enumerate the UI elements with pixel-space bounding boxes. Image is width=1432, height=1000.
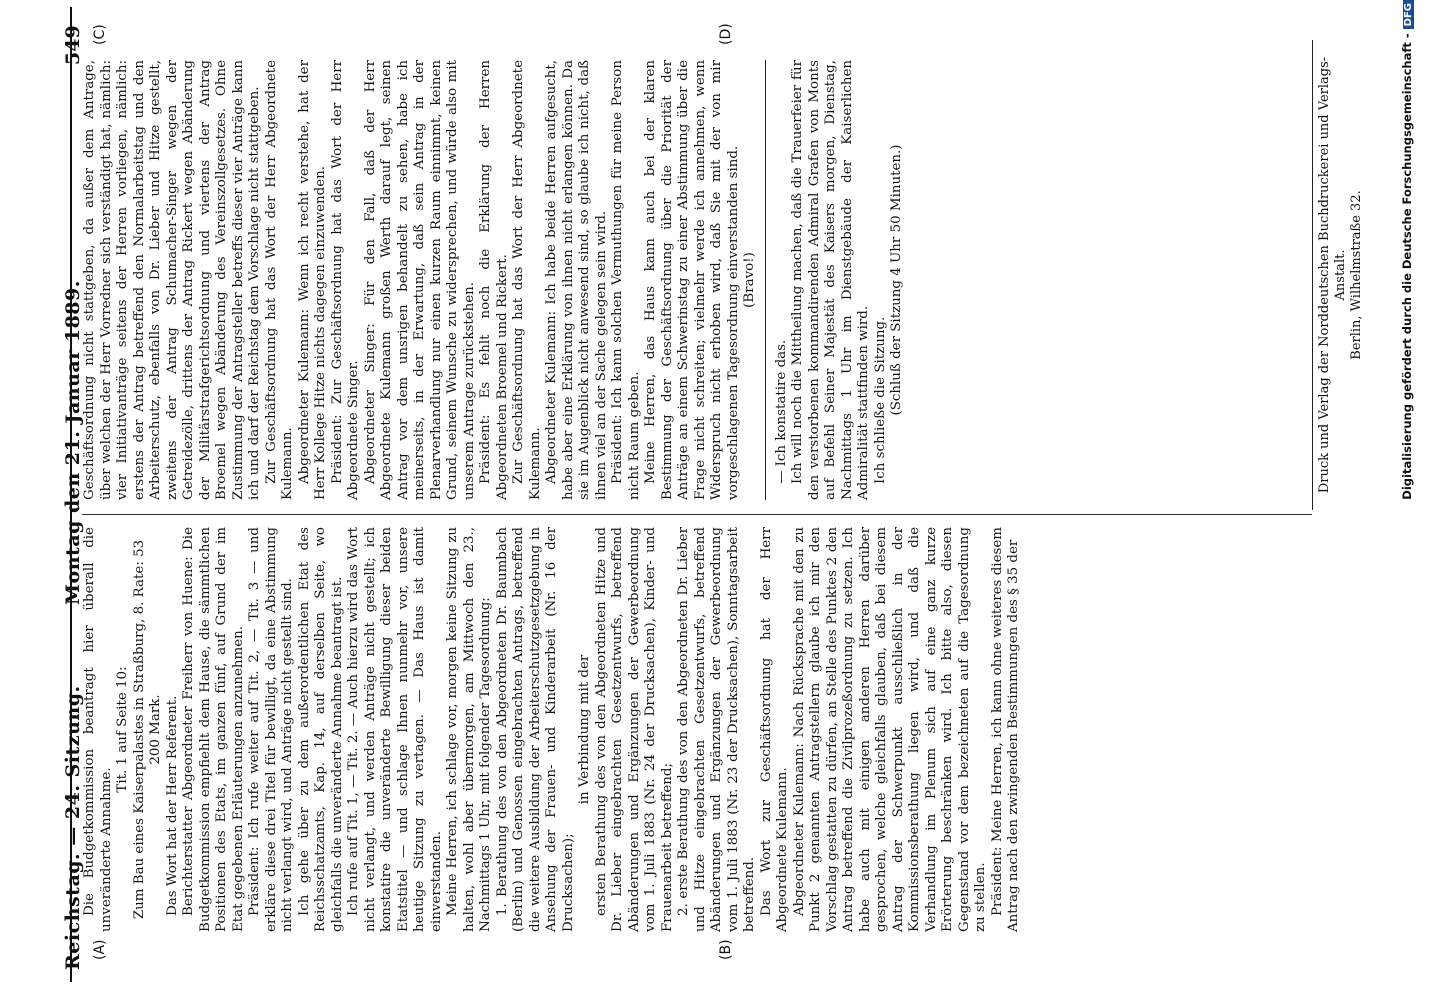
left-column-paragraph: ersten Berathung des von den Abgeordneten Hitze und Dr. Lieber eingebrachten Gesetzentwurfs, betreffend Abänderungen und Ergänzungen der Gewerbeordnung vom 1. Juli 1883 (Nr. 24 der Drucksachen), Kinder- und Frauenarbeit betreffend; xyxy=(593,527,675,932)
left-column-paragraph: Das Wort hat der Herr Referent. xyxy=(164,695,180,916)
imprint-rule xyxy=(1312,40,1313,510)
left-column-paragraph: Meine Herren, ich schlage vor, morgen keine Sitzung zu halten, wohl aber übermorgen, am Mittwoch den 23., Nachmittags 1 Uhr, mit folgender Tagesordnung: xyxy=(445,527,493,932)
left-column-paragraph: in Verbindung mit der xyxy=(577,654,592,805)
margin-marker-b: (B) xyxy=(718,939,734,960)
imprint-line-1: Druck und Verlag der Norddeutschen Buchdruckerei und Verlags-Anstalt. xyxy=(1317,56,1348,494)
right-column-paragraph: Abgeordneter Singer: Für den Fall, daß der Herr Abgeordnete Kulemann großen Werth darauf legt, seinen Antrag vor dem unsrigen behandelt zu sehen, habe ich meinerseits, in der Erwartung, daß sein Antrag in der Plenarverhandlung nur einen kurzen Raum einnimmt, keinen Grund, seinem Wunsche zu widersprechen, und würde also mit unserem Antrage zurückstehen. xyxy=(362,60,477,500)
right-column-paragraph: Präsident: Ich kann solchen Vermuthungen für meine Person nicht Raum geben. xyxy=(610,60,642,500)
left-column-paragraph: Die Budgetkommission beantragt hier überall die unveränderte Annahme. xyxy=(82,527,114,932)
imprint-line-2: Berlin, Wilhelmstraße 32. xyxy=(1349,190,1364,360)
left-column-paragraph: Präsident: Ich rufe weiter auf Tit. 2, — Tit. 3 — und erkläre diese drei Titel für bewilligt, da eine Abstimmung nicht verlangt wird, und Anträge nicht gestellt sind. xyxy=(247,527,295,932)
right-column-closing-paragraph: Ich will noch die Mittheilung machen, daß die Trauerfeier für den verstorbenen kommandirenden Admiral Grafen von Monts auf Befehl Seiner Majestät des Kaisers morgen, Dienstag, Nachmittags 1 Uhr im Dienstgebäude der Kaiserlichen Admiralität stattfinden wird. xyxy=(790,60,871,500)
left-column-paragraph: Zum Bau eines Kaiserpalastes in Straßburg, 8. Rate: 53 200 Mark. xyxy=(131,539,163,920)
left-column-paragraph: Ich gehe über zu dem außerordentlichen Etat des Reichsschatzamts, Kap. 14, auf derselben Seite, wo gleichfalls die unveränderte Annahme beantragt ist. xyxy=(296,527,345,932)
page-number: 549 xyxy=(62,25,84,65)
right-column-paragraph: Geschäftsordnung nicht stattgeben, da außer dem Antrage, über welchen der Herr Vorredner sich verständigt hat, nämlich: vier Initiativanträge seitens der Herren vorliegen, nämlich: erstens der Antrag betreffend den Normalarbeitstag und den Arbeiterschutz, ebenfalls von Dr. Lieber und Hitze gestellt, zweitens der Antrag Schumacher-Singer wegen der Getreidezölle, drittens der Antrag Rickert wegen Abänderung der Militärstrafgerichtsordnung und viertens der Antrag Broemel wegen Abänderung des Vereinszollgesetzes. Ohne Zustimmung der Antragsteller betreffs dieser vier Anträge kann ich und darf der Reichstag dem Vorschlage nicht stattgeben. xyxy=(82,60,262,500)
right-column-paragraph: Präsident: Es fehlt noch die Erklärung der Herren Abgeordneten Broemel und Rickert. xyxy=(478,60,510,500)
left-column-paragraph: Ich rufe auf Tit. 1, — Tit. 2. — Auch hierzu wird das Wort nicht verlangt, und werden Anträge nicht gestellt; ich konstatire die unveränderte Bewilligung dieser beiden Etatstitel — und schlage Ihnen nunmehr vor, unsere heutige Sitzung zu vertagen. — Das Haus ist damit einverstanden. xyxy=(346,527,444,932)
running-head-date: Montag den 21. Januar 1889. xyxy=(62,280,84,605)
right-column-paragraph: (Bravo!) xyxy=(742,252,757,308)
margin-marker-d: (D) xyxy=(718,23,734,45)
right-column-closing-paragraph: Ich schließe die Sitzung. xyxy=(872,316,888,484)
section-divider xyxy=(765,60,766,500)
right-column-paragraph: Abgeordneter Kulemann: Wenn ich recht verstehe, hat der Herr Kollege Hitze nichts dagegen einzuwenden. xyxy=(296,60,328,500)
digitization-credit xyxy=(1400,0,1414,545)
left-column-paragraph: 2. erste Berathung des von den Abgeordneten Dr. Lieber und Hitze eingebrachten Gesetzentwurfs, betreffend Abänderungen und Ergänzungen der Gewerbeordnung vom 1. Juli 1883 (Nr. 23 der Drucksachen), Sonntagsarbeit betreffend. xyxy=(676,527,757,932)
right-column-paragraph: Meine Herren, das Haus kann auch bei der klaren Bestimmung der Geschäftsordnung über die Priorität der Anträge an einem Schwerinstag zu einer Abstimmung über die Frage nicht schreiten; vielmehr werde ich annehmen, wenn Widerspruch nicht erhoben wird, daß Sie mit der von mir vorgeschlagenen Tagesordnung einverstanden sind. xyxy=(643,60,741,500)
right-column-closing-paragraph: — Ich konstatire das. xyxy=(773,339,789,484)
right-column-paragraph: Präsident: Zur Geschäftsordnung hat das Wort der Herr Abgeordnete Singer. xyxy=(329,60,361,500)
left-column-paragraph: 1. Berathung des von den Abgeordneten Dr. Baumbach (Berlin) und Genossen eingebrachten Antrags, betreffend die weitere Ausbildung der Arbeiterschutzgesetzgebung in Ansehung der Frauen- und Kinderarbeit (Nr. 16 der Drucksachen); xyxy=(494,527,576,932)
header-rule xyxy=(70,7,72,982)
left-column-paragraph: Das Wort zur Geschäftsordnung hat der Herr Abgeordnete Kulemann. xyxy=(758,527,790,932)
left-column-paragraph: Abgeordneter Kulemann: Nach Rücksprache mit den zu Punkt 2 genannten Antragstellern glaube ich mir den Vorschlag gestatten zu dürfen, an Stelle des Punktes 2 den Antrag betreffend die Zivilprozeßordnung zu setzen. Ich habe auch mit einigen anderen Herren darüber gesprochen, welche gleichfalls glauben, daß bei diesem Antrag der Schwerpunkt ausschließlich in der Kommissionsberathung liegen wird, und daß die Verhandlung im Plenum sich auf eine ganz kurze Erörterung beschränken wird. Ich bitte also, diesen Gegenstand vor dem bezeichneten auf die Tagesordnung zu stellen. xyxy=(791,527,988,932)
right-column xyxy=(82,60,906,500)
column-divider xyxy=(82,514,1312,515)
left-column-paragraph: Tit. 1 auf Seite 10: xyxy=(115,666,130,793)
margin-marker-c: (C) xyxy=(92,24,108,45)
left-column-paragraph: Berichterstatter Abgeordneter Freiherr von Huene: Die Budgetkommission empfiehlt dem Hause, die sämmtlichen Positionen des Etats, im ganzen fünf, auf Grund der im Etat gegebenen Erläuterungen anzunehmen. xyxy=(181,527,246,932)
dfg-logo: DFG xyxy=(1403,0,1414,29)
margin-marker-a: (A) xyxy=(92,939,108,960)
running-head-left: Reichstag. — 24. Sitzung. xyxy=(62,685,84,970)
right-column-paragraph: Zur Geschäftsordnung hat das Wort der Herr Abgeordnete Kulemann. xyxy=(511,60,543,500)
left-column xyxy=(82,527,1023,932)
right-column-paragraph: Zur Geschäftsordnung hat das Wort der Herr Abgeordnete Kulemann. xyxy=(263,60,295,500)
right-column-closing-paragraph: (Schluß der Sitzung 4 Uhr 50 Minuten.) xyxy=(889,144,904,416)
right-column-top xyxy=(82,60,759,500)
right-column-paragraph: Abgeordneter Kulemann: Ich habe beide Herren aufgesucht, habe aber eine Erklärung von ihnen nicht erlangen können. Da sie im Augenblick nicht anwesend sind, so glaube ich nicht, daß ihnen viel an der Sache gelegen sein wird. xyxy=(544,60,609,500)
printer-imprint xyxy=(1312,40,1365,510)
page-header xyxy=(40,0,84,1000)
digitization-text: Digitalisierung gefördert durch die Deutsche Forschungsgemeinschaft - xyxy=(1400,33,1414,500)
right-column-bottom xyxy=(774,60,906,500)
left-column-paragraph: Präsident: Meine Herren, ich kann ohne weiteres diesem Antrag nach den zwingenden Bestimmungen des § 35 der xyxy=(989,527,1021,932)
